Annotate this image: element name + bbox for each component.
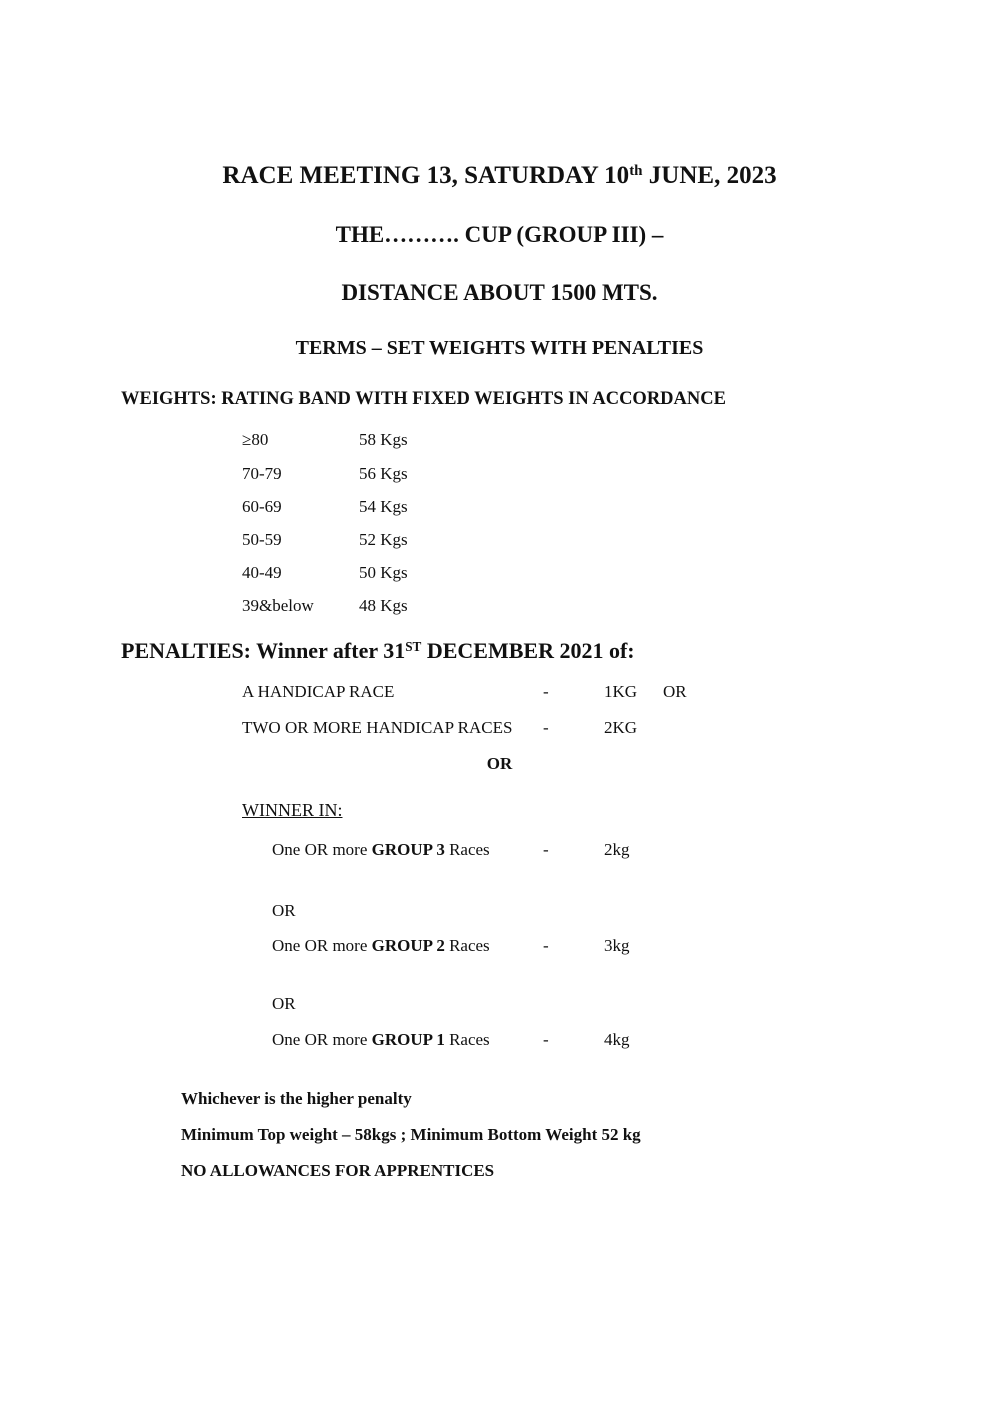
group-suffix: Races	[444, 936, 490, 955]
rating-band: ≥80	[242, 430, 269, 449]
or-label: OR	[272, 901, 296, 920]
rating-band: 40-49	[242, 563, 282, 582]
rating-band-row	[242, 530, 542, 552]
group-name: GROUP 1	[371, 1030, 445, 1049]
handicap-or: OR	[663, 682, 687, 701]
group-name: GROUP 2	[371, 936, 445, 955]
penalties-heading	[121, 638, 635, 664]
handicap-label: TWO OR MORE HANDICAP RACES	[242, 718, 513, 737]
rating-band-row	[242, 464, 542, 486]
rating-band-row	[242, 430, 542, 452]
race-name: THE………. CUP (GROUP III) –	[335, 222, 664, 247]
or-label: OR	[272, 994, 296, 1013]
handicap-dash: -	[543, 682, 549, 701]
apprentices-note: NO ALLOWANCES FOR APPRENTICES	[181, 1161, 495, 1180]
higher-penalty-note: Whichever is the higher penalty	[181, 1089, 412, 1108]
group-prefix: One OR more	[272, 1030, 372, 1049]
group-suffix: Races	[444, 1030, 490, 1049]
rating-band-row	[242, 596, 542, 618]
rating-band-row	[242, 497, 542, 519]
group-prefix: One OR more	[272, 936, 372, 955]
group-penalty-description	[272, 1030, 490, 1050]
handicap-penalty-kg: 2KG	[604, 718, 638, 737]
rating-band-weight: 48 Kgs	[359, 596, 408, 615]
weights-heading: WEIGHTS: RATING BAND WITH FIXED WEIGHTS IN ACCORDANCE	[121, 389, 726, 409]
page-title	[0, 162, 999, 190]
title-rest: JUNE, 2023	[642, 162, 777, 189]
group-prefix: One OR more	[272, 840, 372, 859]
rating-band-weight: 58 Kgs	[359, 430, 408, 449]
rating-band-row	[242, 563, 542, 585]
winner-in-heading: WINNER IN:	[242, 800, 343, 820]
rating-band: 70-79	[242, 464, 282, 483]
handicap-penalty-kg: 1KG	[604, 682, 638, 701]
rating-band: 60-69	[242, 497, 282, 516]
title-main: RACE MEETING 13, SATURDAY 10	[222, 162, 630, 189]
group-suffix: Races	[444, 840, 490, 859]
group-dash: -	[543, 936, 549, 955]
rating-band-weight: 56 Kgs	[359, 464, 408, 483]
minimum-weights-note: Minimum Top weight – 58kgs ; Minimum Bottom Weight 52 kg	[181, 1125, 641, 1144]
or-separator: OR	[486, 754, 513, 773]
rating-band: 39&below	[242, 596, 314, 615]
rating-band-weight: 52 Kgs	[359, 530, 408, 549]
group-penalty-description	[272, 936, 490, 956]
race-terms: TERMS – SET WEIGHTS WITH PENALTIES	[295, 337, 704, 359]
race-distance: DISTANCE ABOUT 1500 MTS.	[341, 280, 658, 305]
group-dash: -	[543, 1030, 549, 1049]
group-penalty-kg: 4kg	[604, 1030, 630, 1049]
rating-band-weight: 50 Kgs	[359, 563, 408, 582]
handicap-dash: -	[543, 718, 549, 737]
title-superscript: th	[629, 162, 643, 179]
penalties-heading-rest: DECEMBER 2021 of:	[421, 638, 635, 663]
group-penalty-kg: 3kg	[604, 936, 630, 955]
rating-band-weight: 54 Kgs	[359, 497, 408, 516]
group-penalty-kg: 2kg	[604, 840, 630, 859]
penalties-heading-main: PENALTIES: Winner after 31	[121, 638, 406, 663]
rating-band: 50-59	[242, 530, 282, 549]
group-name: GROUP 3	[371, 840, 445, 859]
group-dash: -	[543, 840, 549, 859]
handicap-label: A HANDICAP RACE	[242, 682, 395, 701]
group-penalty-description	[272, 840, 490, 860]
penalties-heading-superscript: ST	[405, 638, 422, 654]
